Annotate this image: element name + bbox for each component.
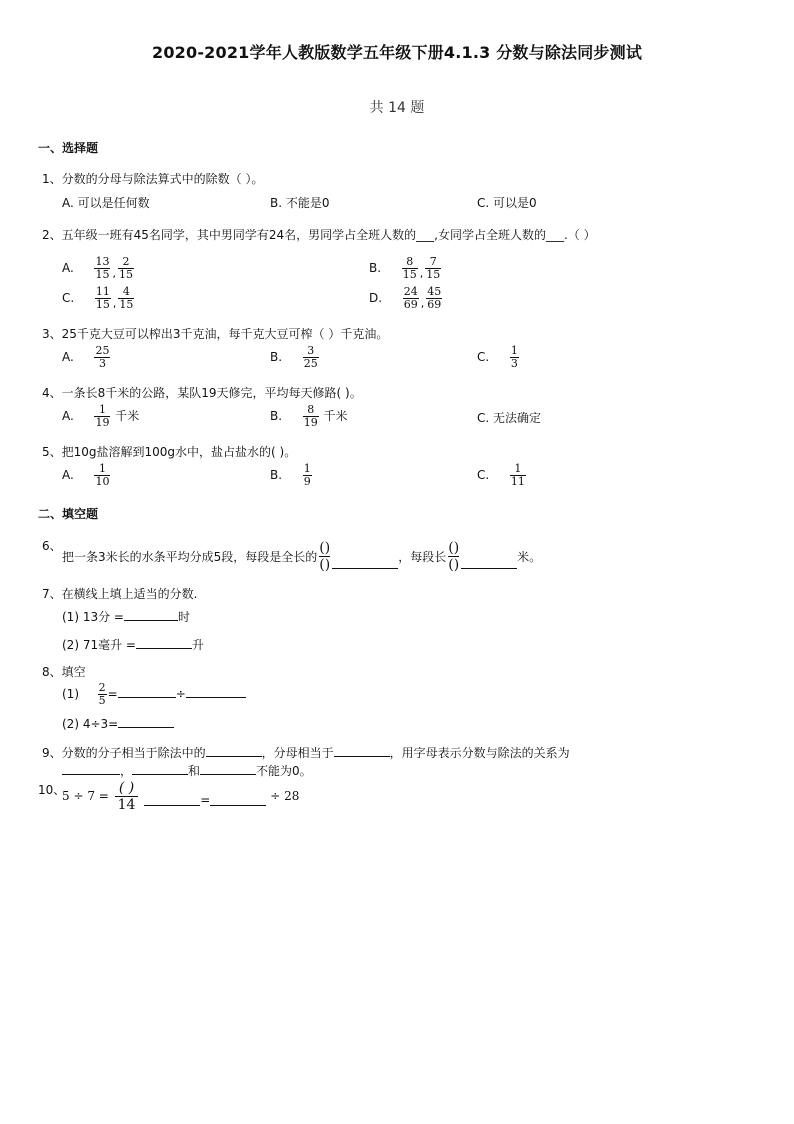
comma: ,: [112, 267, 116, 280]
denominator-blank: (): [319, 556, 331, 573]
question-7-stem: 7、在横线上填上适当的分数.: [42, 587, 198, 601]
fraction: [402, 256, 418, 281]
answer-blank[interactable]: [186, 686, 246, 698]
option-label: A.: [62, 261, 74, 275]
question-7-part-2: [62, 636, 204, 653]
expression-rhs: ÷ 28: [270, 789, 300, 803]
numerator: 4: [118, 286, 134, 299]
question-5-option-a[interactable]: [62, 463, 111, 488]
denominator: 10: [95, 475, 110, 488]
answer-blank[interactable]: [334, 745, 390, 757]
numerator: 8: [402, 256, 418, 269]
option-label: B.: [270, 409, 283, 423]
answer-blank[interactable]: [210, 794, 266, 806]
comma: ,: [420, 297, 425, 310]
question-10-number: 10、: [38, 783, 66, 797]
denominator: 15: [402, 268, 417, 281]
question-9-text: 和: [188, 764, 201, 778]
question-6-text: 米。: [517, 549, 542, 564]
comma: ,: [112, 297, 117, 310]
page-title: 2020-2021学年人教版数学五年级下册4.1.3 分数与除法同步测试: [151, 43, 643, 62]
question-8-part-1: [62, 682, 246, 707]
fraction: [118, 286, 134, 311]
fraction: [94, 256, 110, 281]
numerator: 24: [403, 285, 418, 298]
blank-fraction[interactable]: [319, 540, 330, 573]
option-label: D.: [369, 291, 383, 305]
unit-label: 升: [191, 638, 204, 652]
answer-blank[interactable]: [136, 637, 192, 649]
question-8-stem: 8、填空: [42, 665, 86, 679]
denominator: 9: [303, 475, 311, 488]
unit-label: 千米: [323, 409, 348, 423]
question-1-option-b[interactable]: B. 不能是0: [270, 196, 330, 210]
denominator: 11: [510, 475, 525, 488]
question-6-body: [62, 534, 541, 578]
question-9-line-1: [42, 744, 570, 761]
fraction: [303, 404, 319, 429]
answer-blank[interactable]: [62, 763, 120, 775]
option-label: B.: [270, 468, 283, 482]
answer-blank[interactable]: [118, 716, 174, 728]
denominator: 15: [426, 268, 441, 281]
answer-blank[interactable]: [144, 794, 200, 806]
numerator: 1: [94, 463, 110, 476]
answer-blank[interactable]: [118, 686, 176, 698]
numerator: 1: [510, 344, 518, 357]
fraction: [510, 463, 526, 488]
question-3-stem: 3、25千克大豆可以榨出3千克油，每千克大豆可榨（ ）千克油。: [42, 327, 389, 341]
question-5-stem: 5、把10g盐溶解到100g水中，盐占盐水的( )。: [42, 445, 297, 459]
fraction: [426, 286, 442, 311]
denominator: 15: [95, 298, 110, 311]
part-label: (1) 13分 =: [62, 610, 124, 624]
question-9-text: 不能为0。: [256, 764, 312, 778]
question-2-option-d[interactable]: [369, 286, 443, 311]
blank-fraction[interactable]: [448, 540, 459, 573]
section-title-choice: 一、选择题: [38, 141, 99, 155]
numerator: 1: [94, 404, 110, 417]
denominator: 69: [427, 298, 442, 311]
option-label: C.: [477, 350, 490, 364]
denominator: 5: [98, 694, 106, 707]
denominator: 15: [118, 268, 133, 281]
numerator: 2: [118, 256, 134, 269]
answer-blank[interactable]: [332, 557, 398, 569]
question-6-number: 6、: [42, 539, 62, 553]
denominator: 15: [119, 298, 134, 311]
option-label: B.: [369, 261, 382, 275]
answer-blank[interactable]: [461, 557, 517, 569]
answer-blank[interactable]: [200, 763, 256, 775]
question-2-option-c[interactable]: [62, 286, 135, 311]
numerator: 1: [303, 462, 311, 475]
denominator: 25: [303, 357, 318, 370]
numerator: 11: [95, 285, 110, 298]
comma: ,: [419, 267, 424, 280]
fraction: [94, 404, 110, 429]
question-9-text: ，: [120, 764, 133, 778]
question-3-option-b[interactable]: [270, 345, 320, 370]
numerator: 13: [95, 255, 110, 268]
blank-fraction[interactable]: [115, 780, 138, 813]
numerator: 1: [510, 463, 526, 476]
denominator: 15: [95, 268, 110, 281]
equals-sign: =: [200, 793, 211, 807]
numerator: 45: [427, 285, 442, 298]
fraction: [303, 345, 319, 370]
fraction: [98, 682, 107, 707]
numerator: 2: [98, 681, 106, 694]
question-4-option-c[interactable]: C. 无法确定: [477, 411, 542, 425]
equals-sign: =: [107, 687, 118, 701]
numerator: 7: [425, 256, 441, 269]
numerator: 8: [303, 404, 319, 417]
fraction: [118, 256, 134, 281]
numerator: 3: [303, 345, 319, 358]
question-9-text: ，用字母表示分数与除法的关系为: [389, 746, 570, 760]
question-2-option-b[interactable]: [369, 256, 442, 281]
question-5-option-b[interactable]: [270, 463, 313, 488]
question-9-text: 9、分数的分子相当于除法中的: [42, 746, 206, 760]
denominator: 3: [98, 357, 106, 370]
denominator: 14: [117, 796, 136, 813]
numerator-blank: ( ): [115, 780, 138, 797]
option-label: C.: [477, 468, 490, 482]
option-label: C.: [62, 291, 75, 305]
question-6-text: ，每段长: [398, 549, 447, 564]
denominator: 19: [95, 416, 110, 429]
question-7-part-1: [62, 608, 190, 625]
divide-sign: ÷: [175, 687, 186, 701]
question-4-option-b[interactable]: [270, 404, 348, 429]
numerator-blank: (): [448, 539, 460, 556]
denominator: 3: [510, 357, 518, 370]
option-label: A.: [62, 350, 74, 364]
question-1-stem: 1、分数的分母与除法算式中的除数（ ）。: [42, 172, 264, 186]
fraction: [303, 463, 312, 488]
fraction: [95, 286, 111, 311]
option-label: A.: [62, 409, 74, 423]
question-9-text: ，分母相当于: [261, 746, 334, 760]
question-count: 共 14 题: [369, 100, 425, 116]
option-label: A.: [62, 468, 74, 482]
numerator: 25: [95, 344, 110, 357]
answer-blank[interactable]: [124, 609, 178, 621]
section-title-fill: 二、填空题: [38, 507, 99, 521]
fraction: [94, 345, 110, 370]
denominator: 19: [303, 416, 318, 429]
fraction: [94, 463, 110, 488]
part-label: (1): [62, 687, 79, 701]
question-2-option-a[interactable]: [62, 256, 135, 281]
question-8-part-2: [62, 716, 174, 731]
unit-label: 千米: [115, 409, 140, 423]
question-10-body: [62, 776, 299, 816]
denominator-blank: (): [448, 556, 460, 573]
question-1-option-c[interactable]: C. 可以是0: [477, 196, 537, 210]
unit-label: 时: [177, 610, 190, 624]
part-label: (2) 71毫升 =: [62, 638, 136, 652]
question-2-stem: 2、五年级一班有45名同学，其中男同学有24名，男同学占全班人数的___,女同学占全班人数的___.（ ）: [42, 228, 596, 242]
part-label: (2) 4÷3=: [62, 717, 119, 731]
answer-blank[interactable]: [206, 745, 262, 757]
question-1-option-a[interactable]: A. 可以是任何数: [62, 196, 150, 210]
fraction: [425, 256, 441, 281]
question-4-stem: 4、一条长8千米的公路，某队19天修完，平均每天修路( )。: [42, 386, 362, 400]
option-label: B.: [270, 350, 283, 364]
question-3-option-c[interactable]: [477, 345, 520, 370]
fraction: [403, 286, 419, 311]
answer-blank[interactable]: [132, 763, 188, 775]
expression-lhs: 5 ÷ 7 =: [62, 789, 109, 803]
question-4-option-a[interactable]: [62, 404, 139, 429]
fraction: [510, 345, 519, 370]
question-3-option-a[interactable]: [62, 345, 111, 370]
numerator-blank: (): [319, 539, 331, 556]
denominator: 69: [403, 298, 418, 311]
question-5-option-c[interactable]: [477, 463, 527, 488]
question-6-text: 把一条3米长的水条平均分成5段，每段是全长的: [62, 549, 318, 564]
